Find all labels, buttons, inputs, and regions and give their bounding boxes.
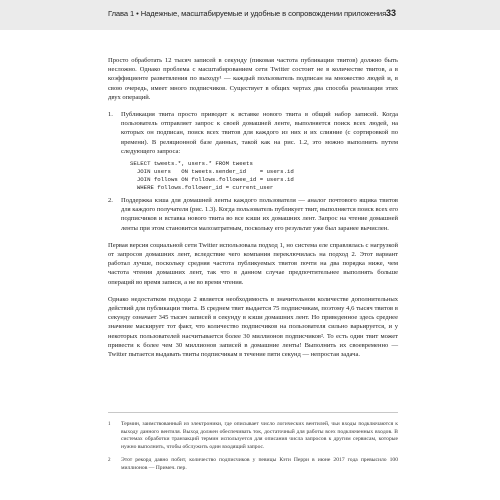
sql-code-block: SELECT tweets.*, users.* FROM tweets JOIN users ON tweets.sender_id = users.id JOIN follows ON follows.followee_id = users.id WHERE follows.follower_id = current_user [130,160,294,192]
paragraph-first-version: Первая версия социальной сети Twitter использовала подход 1, но система еле справлялась с нагрузкой от запросов домашних лент, вследствие чего компания переключилась на подход 2. Этот вариант работал лучше, поскольку средняя частота публикуемых твитов почти на два порядка ниже, чем частота чтения домашних лент, так что в данном случае предпочтительнее выполнять больше операций во время записи, а не во время чтения. [108,241,398,286]
footnote-number: 1 [108,422,111,427]
paragraph-drawback: Однако недостатком подхода 2 является необходимость в значительном количестве дополнительных действий для публикации твита. В среднем твит выдается 75 подписчикам, поэтому 4,6 тысяч твитов в секунду означает 345 тысяч записей в секунду в кэши домашних лент. Но приведенное здесь среднее значение маскирует тот факт, что количество подписчиков на пользователя сильно варьируется, и у некоторых пользователей насчитывается более 30 миллионов подписчиков². То есть один твит может привести к более чем 30 миллионов записей в домашние ленты! Выполнить их своевременно — Twitter пытается выдавать твиты подписчикам в течение пяти секунд — непростая задача. [108,295,398,359]
paragraph-intro: Просто обработать 12 тысяч записей в секунду (пиковая частота публикации твитов) должно быть несложно. Однако проблема с масштабированием сети Twitter состоит не в количестве твитов, а в коэффициенте разветвления по выходу¹ — каждый пользователь подписан на множество людей и, в свою очередь, имеет много подписчиков. Существует в общих чертах два способа реализации этих двух операций. [108,57,398,101]
footnotes [108,412,398,479]
page-body [108,56,398,367]
footnote-text: Термин, заимствованный из электроники, где описывает число логических вентилей, чьи входы подключаются к выходу данного вентиля. Выход должен обеспечивать ток, достаточный для работы всех подключенных входов. В системах обработки транзакций термин используется для описания числа запросов к другим сервисам, которые нужно выполнить, чтобы обслужить один входящий запрос. [121,421,398,450]
list-item-approach-2 [108,196,398,233]
footnote-text: Этот рекорд давно побит, количество подписчиков у певицы Кэти Перри в июне 2017 года превысило 100 миллионов — Примеч. пер. [121,457,398,471]
list-item-text: Публикация твита просто приводит к вставке нового твита в общий набор записей. Когда пользователь отправляет запрос к своей домашней ленте, выполняется поиск всех людей, на которых он подписан, поиск всех твитов для каждого из них и их слияние (с сортировкой по времени). В реляционной базе данных, такой как на рис. 1.2, это можно выполнить путем следующего запроса: [121,111,398,155]
footnote-number: 2 [108,458,111,464]
list-number: 1. [108,111,113,119]
list-number: 2. [108,197,113,205]
list-item-approach-1 [108,110,398,156]
footnote-1 [108,421,398,451]
running-header [0,0,500,30]
footnote-2 [108,457,398,472]
list-item-text: Поддержка кэша для домашней ленты каждого пользователя — аналог почтового ящика твитов для каждого получателя (рис. 1.3). Когда пользователь публикует твит, выполняется поиск всех его подписчиков и вставка нового твита во все кэши их домашних лент. Запрос на чтение домашней ленты при этом становится малозатратным, поскольку его результат уже был заранее вычислен. [121,197,398,232]
page-number: 33 [385,8,396,18]
chapter-title: Глава 1 • Надежные, масштабируемые и удобные в сопровождении приложения [108,9,387,18]
